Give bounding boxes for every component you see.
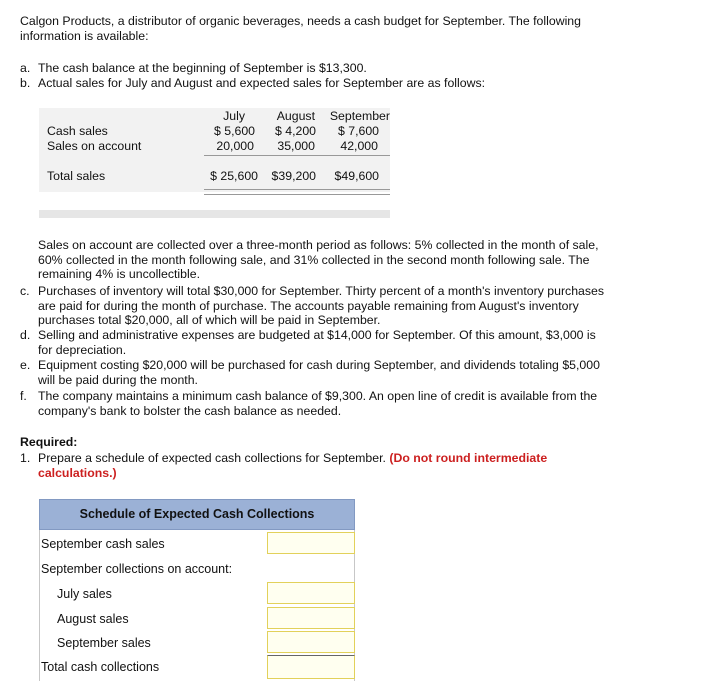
item-c-line-2: are paid for during the month of purchase. The accounts payable remaining from August's inventory bbox=[38, 298, 579, 313]
required-number: 1. bbox=[20, 451, 31, 465]
july-sales-input[interactable] bbox=[267, 582, 355, 604]
item-d-label: d. bbox=[20, 328, 31, 342]
required-text: Prepare a schedule of expected cash collections for September. bbox=[38, 451, 386, 465]
row-total-sales-label: Total sales bbox=[47, 169, 106, 183]
august-sales-input[interactable] bbox=[267, 607, 355, 629]
item-f-label: f. bbox=[20, 389, 27, 403]
account-sales-september: 42,000 bbox=[340, 139, 378, 153]
intro-line-1: Calgon Products, a distributor of organic beverages, needs a cash budget for September. The following bbox=[20, 14, 581, 28]
item-a-label: a. bbox=[20, 61, 31, 75]
row-cash-sales-label: Cash sales bbox=[47, 124, 108, 138]
row-september-sales: September sales bbox=[57, 636, 151, 650]
item-c-line-1: Purchases of inventory will total $30,000 for September. Thirty percent of a month's inventory purchases bbox=[38, 284, 605, 298]
cash-sales-september: $ 7,600 bbox=[337, 124, 379, 138]
header-august: August bbox=[276, 109, 315, 123]
header-september: September bbox=[329, 109, 390, 123]
row-august-sales: August sales bbox=[57, 612, 129, 626]
cash-sales-august: $ 4,200 bbox=[274, 124, 316, 138]
september-cash-sales-input[interactable] bbox=[267, 532, 355, 554]
total-sales-september: $49,600 bbox=[334, 169, 379, 183]
collection-line-2: 60% collected in the month following sale, and 31% collected in the second month following sale. The bbox=[38, 252, 590, 267]
cash-sales-july: $ 5,600 bbox=[213, 124, 255, 138]
required-heading: Required: bbox=[20, 435, 78, 449]
item-f-line-1: The company maintains a minimum cash balance of $9,300. An open line of credit is available from the bbox=[38, 389, 598, 403]
item-c-line-3: purchases total $20,000, all of which will be paid in September. bbox=[38, 313, 381, 327]
schedule-title: Schedule of Expected Cash Collections bbox=[39, 499, 355, 530]
account-sales-july: 20,000 bbox=[216, 139, 254, 153]
required-note-continued: calculations.) bbox=[38, 465, 117, 480]
header-july: July bbox=[223, 109, 245, 123]
item-d-line-2: for depreciation. bbox=[38, 342, 127, 357]
item-e-label: e. bbox=[20, 358, 31, 372]
row-july-sales: July sales bbox=[57, 587, 112, 601]
row-september-cash-sales: September cash sales bbox=[41, 537, 165, 551]
total-rule-1 bbox=[204, 189, 390, 190]
item-d-line-1: Selling and administrative expenses are budgeted at $14,000 for September. Of this amount, $3,000 is bbox=[38, 328, 596, 342]
item-f-line-2: company's bank to bolster the cash balance as needed. bbox=[38, 403, 342, 418]
collection-paragraph bbox=[38, 238, 599, 282]
collection-line-3: remaining 4% is uncollectible. bbox=[38, 267, 200, 281]
total-cash-collections-input[interactable] bbox=[267, 655, 355, 679]
item-e-line-1: Equipment costing $20,000 will be purchased for cash during September, and dividends totaling $5,000 bbox=[38, 358, 600, 372]
total-sales-july: $ 25,600 bbox=[210, 169, 258, 183]
subtotal-rule bbox=[204, 155, 390, 156]
item-c-label: c. bbox=[20, 284, 30, 298]
september-sales-input[interactable] bbox=[267, 631, 355, 653]
item-b-text: Actual sales for July and August and expected sales for September are as follows: bbox=[38, 76, 486, 90]
row-total-cash-collections: Total cash collections bbox=[41, 660, 160, 674]
table-footer-bar bbox=[39, 210, 390, 218]
total-sales-august: $39,200 bbox=[271, 169, 316, 183]
row-sales-on-account-label: Sales on account bbox=[47, 139, 142, 153]
item-e-line-2: will be paid during the month. bbox=[38, 372, 198, 387]
item-b-label: b. bbox=[20, 76, 31, 90]
intro-paragraph bbox=[20, 14, 581, 43]
intro-line-2: information is available: bbox=[20, 28, 149, 43]
item-a-text: The cash balance at the beginning of September is $13,300. bbox=[38, 61, 367, 75]
collection-line-1: Sales on account are collected over a three-month period as follows: 5% collected in the month of sale, bbox=[38, 238, 599, 252]
account-sales-august: 35,000 bbox=[277, 139, 315, 153]
required-note: (Do not round intermediate bbox=[389, 451, 548, 465]
row-september-collections-on-account: September collections on account: bbox=[41, 562, 233, 576]
total-rule-2 bbox=[204, 194, 390, 195]
